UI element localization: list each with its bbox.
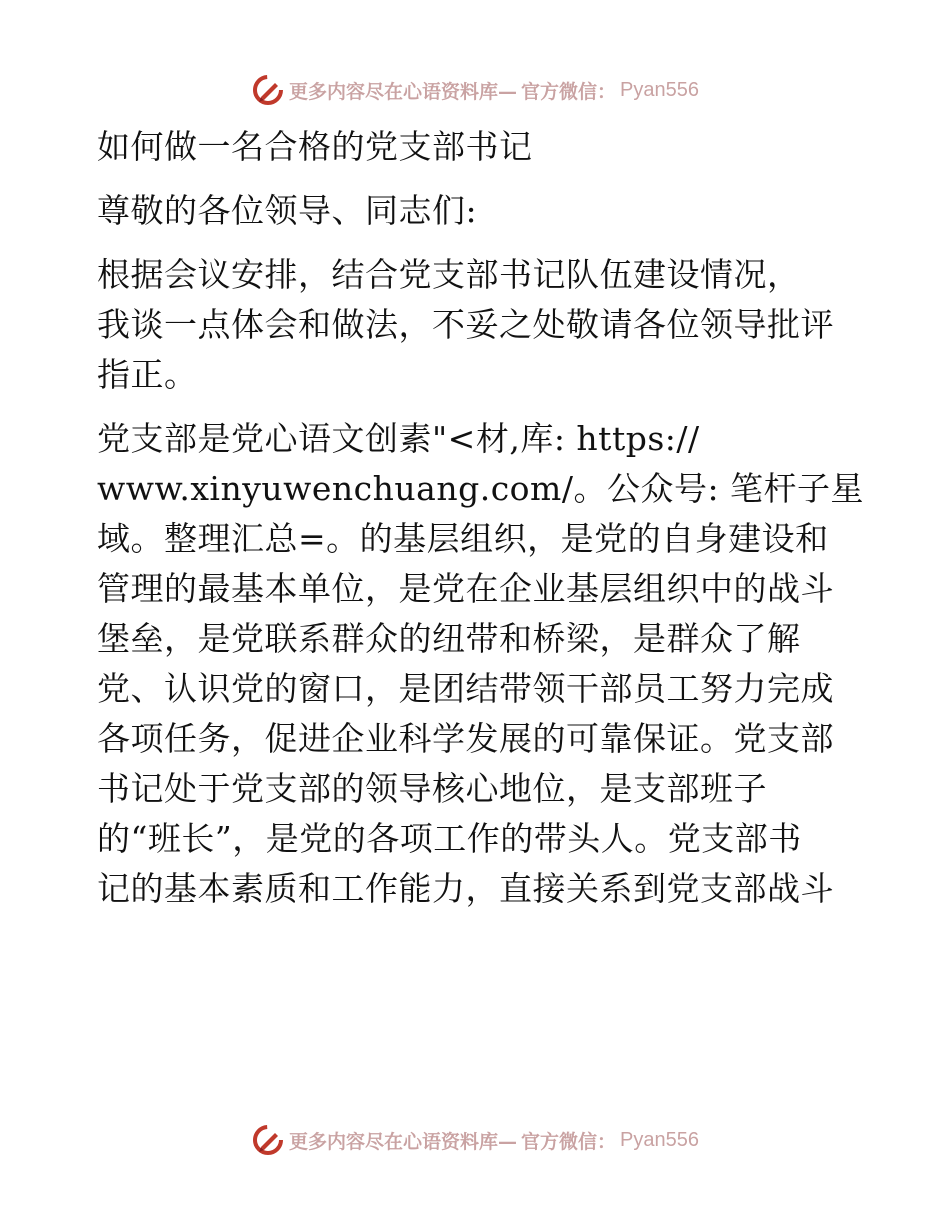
banner-text: 更多内容尽在心语资料库— [289, 1130, 518, 1153]
paragraph-line: 堡垒，是党联系群众的纽带和桥梁，是群众了解 [97, 619, 801, 658]
red-circle-pen-logo-icon [251, 73, 285, 107]
paragraph-line: 指正。 [97, 355, 198, 394]
banner-wechat-label: 官方微信： [521, 80, 617, 103]
document-body [97, 122, 865, 914]
paragraph-line: 域。整理汇总=。的基层组织，是党的自身建设和 [97, 519, 829, 558]
banner-wechat-id: Pyan556 [620, 78, 699, 101]
paragraph-line: 的“班长”，是党的各项工作的带头人。党支部书 [97, 819, 802, 858]
paragraph-line: 党、认识党的窗口，是团结带领干部员工努力完成 [97, 669, 834, 708]
salutation: 尊敬的各位领导、同志们: [97, 191, 478, 230]
paragraph-line: 记的基本素质和工作能力，直接关系到党支部战斗 [97, 869, 834, 908]
red-circle-pen-logo-icon [251, 1123, 285, 1157]
banner-wechat-label: 官方微信： [521, 1130, 617, 1153]
paragraph-line: 我谈一点体会和做法，不妥之处敬请各位领导批评 [97, 305, 834, 344]
paragraph-line: 书记处于党支部的领导核心地位，是支部班子 [97, 769, 767, 808]
document-title: 如何做一名合格的党支部书记 [97, 127, 533, 166]
paragraph-line: 各项任务，促进企业科学发展的可靠保证。党支部 [97, 719, 834, 758]
paragraph-1 [97, 250, 857, 400]
header-watermark-banner [0, 70, 950, 110]
paragraph-2 [97, 414, 865, 914]
paragraph-line: www.xinyuwenchuang.com/。公众号: 笔杆子星 [97, 469, 865, 508]
paragraph-line: 党支部是党心语文创素"<材,库: https:// [97, 419, 700, 458]
banner-text: 更多内容尽在心语资料库— [289, 80, 518, 103]
banner-wechat-id: Pyan556 [620, 1128, 699, 1151]
footer-watermark-banner [0, 1120, 950, 1160]
paragraph-line: 管理的最基本单位，是党在企业基层组织中的战斗 [97, 569, 834, 608]
paragraph-line: 根据会议安排，结合党支部书记队伍建设情况， [97, 255, 801, 294]
